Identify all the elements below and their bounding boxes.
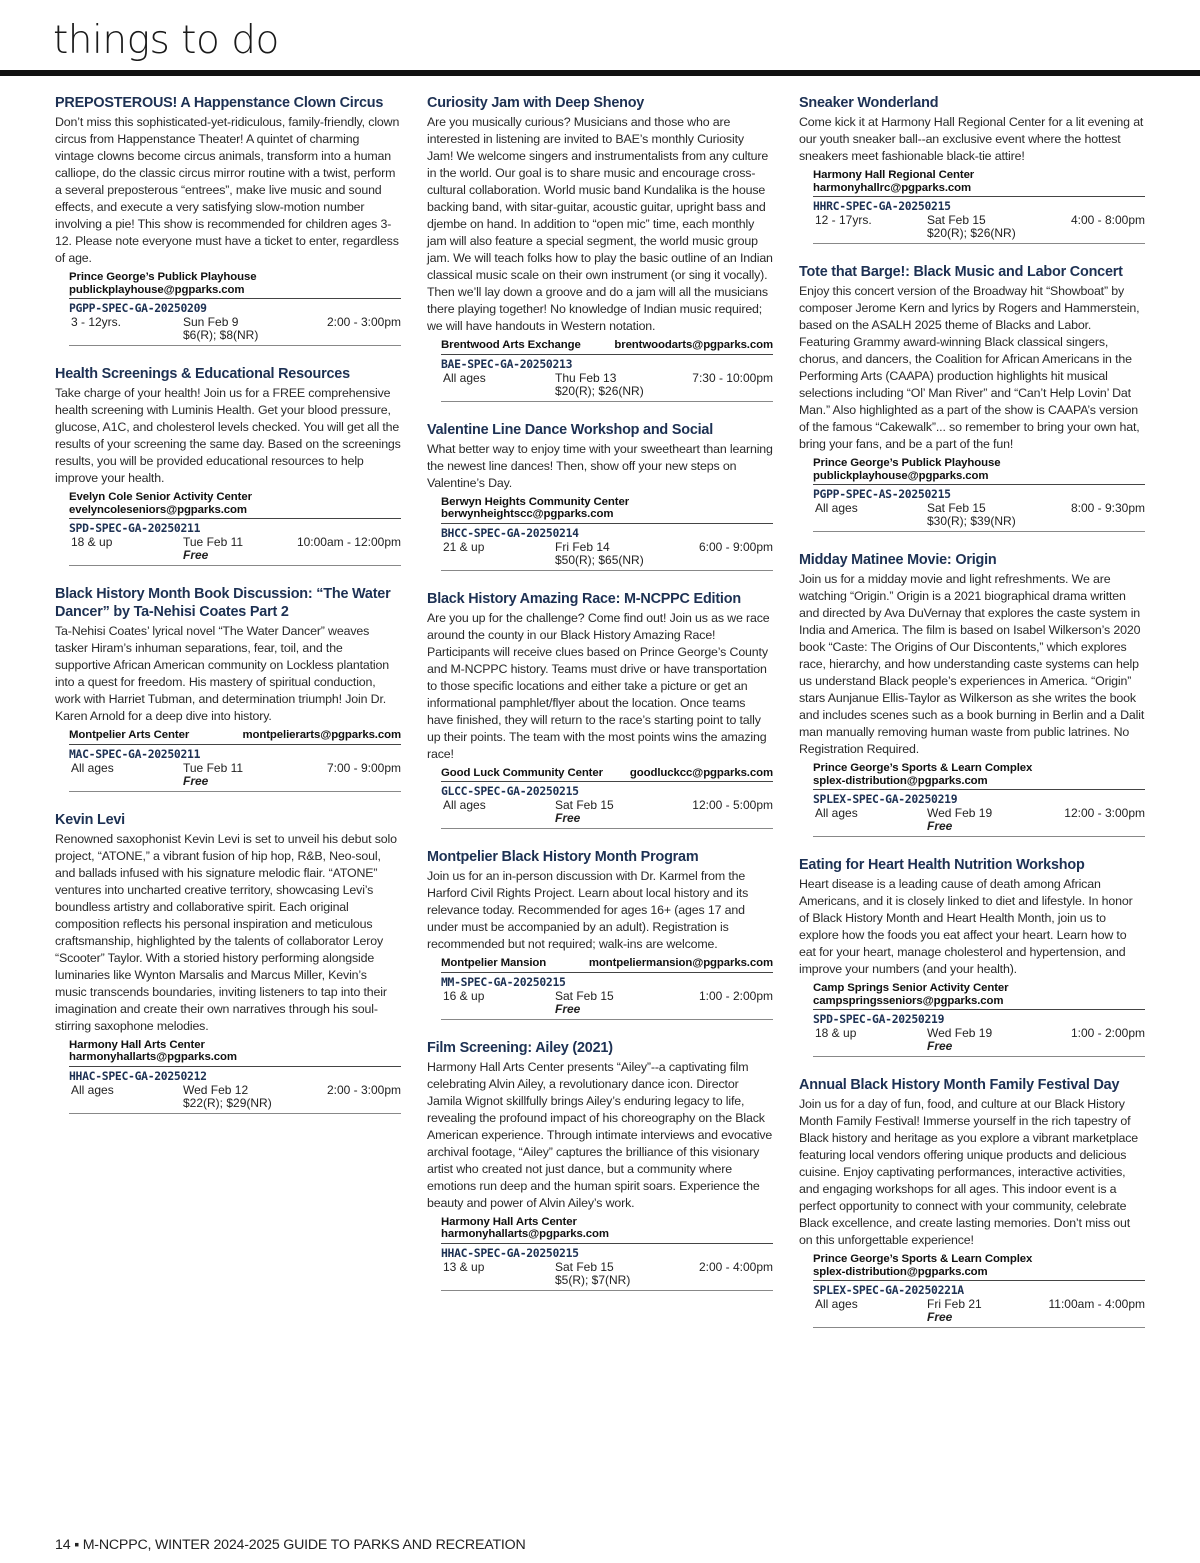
event-card — [799, 263, 1145, 532]
event-description: Join us for a day of fun, food, and culture at our Black History Month Family Festival! Immerse yourself in the rich tapestry of Black history and heritage as you explore a vibrant marketplace featuring local vendors offering unique products and delicious cuisine. Enjoy captivating performances, interactive activities, and engaging workshops for all ages. This indoor event is a perfect opportunity to connect with your community, celebrate Black excellence, and create lasting memories. Don’t miss out on this unforgettable experience! — [799, 1097, 1139, 1247]
event-email[interactable]: publickplayhouse@pgparks.com — [813, 469, 989, 482]
event-location: Brentwood Arts Exchange — [441, 339, 581, 351]
activity-code: MAC-SPEC-GA-20250211 — [69, 746, 201, 761]
event-location: Montpelier Mansion — [441, 957, 547, 969]
event-time: 1:00 - 2:00pm — [1070, 1026, 1145, 1040]
event-card — [427, 1039, 773, 1291]
event-date: Wed Feb 12 — [183, 1082, 249, 1097]
event-date: Fri Feb 21 — [927, 1297, 982, 1311]
event-card — [55, 811, 401, 1114]
event-title: Curiosity Jam with Deep Shenoy — [427, 95, 645, 111]
event-contact — [813, 169, 1145, 194]
event-description: Are you up for the challenge? Come find out! Join us as we race around the county in our Black History Amazing Race! Participants will receive clues based on Prince George’s County and M-NCPPC history. Teams must drive or have transportation to those specific locations and either take a picture or get an informational pamphlet/flyer about the location. Once teams have finished, they will return to the race’s starting point to tally up their points. The team with the most points wins the amazing race! — [427, 610, 770, 761]
info-divider — [441, 523, 773, 524]
event-time: 10:00am - 12:00pm — [296, 535, 401, 549]
column-2 — [427, 94, 773, 1310]
activity-code: BAE-SPEC-GA-20250213 — [441, 356, 573, 371]
event-contact — [441, 767, 773, 780]
event-description: Are you musically curious? Musicians and those who are interested in listening are invited to BAE’s monthly Curiosity Jam! We welcome singers and instrumentalists from any culture in the world. Our goal is to share music and encourage cross-cultural collaboration. World music band Kundalika is the house backing band, with sitar-guitar, acoustic guitar, upright bass and djembe on hand. In addition to “open mic” time, each monthly jam will also feature a special segment, the world music group jam. We will teach folks how to play the basic outline of an Indian classical music scale on their own instrument (or sing it vocally). Then we’ll lay down a groove and do a jam will all the musicians there playing together! No knowledge of Indian music required; we will have handouts in Western notation. — [427, 115, 773, 333]
event-schedule — [69, 315, 401, 329]
event-description: Heart disease is a leading cause of death among African Americans, and it is closely linked to diet and lifestyle. In honor of Black History Month and Heart Health Month, join us to explore how the foods you eat affect your heart. Learn how to eat for your heart, manage cholesterol and hypertension, and improve your numbers (and your health). — [799, 877, 1133, 976]
event-title: Black History Amazing Race: M-NCPPC Edition — [427, 590, 741, 607]
event-info — [441, 339, 773, 402]
event-info — [813, 982, 1145, 1057]
event-time: 2:00 - 3:00pm — [326, 1082, 401, 1097]
activity-code: SPD-SPEC-GA-20250219 — [813, 1012, 945, 1026]
event-schedule — [441, 371, 773, 385]
event-location: Camp Springs Senior Activity Center — [813, 982, 1009, 994]
event-email[interactable]: harmonyhallrc@pgparks.com — [813, 181, 971, 194]
activity-code: SPLEX-SPEC-GA-20250221A — [813, 1283, 964, 1297]
event-card — [427, 421, 773, 571]
event-fee: Free — [183, 548, 209, 562]
event-location: Good Luck Community Center — [441, 766, 603, 779]
info-bottom-divider — [813, 836, 1145, 837]
info-bottom-divider — [441, 401, 773, 402]
event-fee: $6(R); $8(NR) — [183, 328, 259, 342]
event-age: 3 - 12yrs. — [71, 315, 122, 329]
event-age: All ages — [443, 370, 486, 385]
activity-code: PGPP-SPEC-GA-20250209 — [69, 301, 207, 315]
event-schedule — [813, 1297, 1145, 1311]
event-contact — [441, 339, 773, 352]
event-email[interactable]: campspringsseniors@pgparks.com — [813, 994, 1004, 1007]
info-bottom-divider — [69, 1113, 401, 1114]
info-divider — [69, 518, 401, 519]
event-email[interactable]: harmonyhallarts@pgparks.com — [69, 1051, 237, 1063]
event-date: Sat Feb 15 — [555, 988, 614, 1003]
info-bottom-divider — [813, 1327, 1145, 1328]
event-date: Sat Feb 15 — [927, 213, 986, 227]
event-title: Black History Month Book Discussion: “The Water Dancer” by Ta-Nehisi Coates Part 2 — [55, 586, 391, 620]
activity-code: SPD-SPEC-GA-20250211 — [69, 521, 201, 535]
event-fee: Free — [555, 811, 581, 825]
event-age: 16 & up — [443, 988, 485, 1003]
event-contact — [69, 729, 401, 742]
event-card — [427, 590, 773, 830]
column-3 — [799, 94, 1145, 1347]
event-email[interactable]: berwynheightscc@pgparks.com — [441, 508, 614, 520]
event-info — [813, 457, 1145, 532]
page-header — [0, 0, 1200, 78]
event-card — [799, 856, 1145, 1057]
event-description: Join us for a midday movie and light refreshments. We are watching “Origin.” Origin is a 2021 biographical drama written and directed by Ava DuVernay that explores the caste system in India and America. The film is based on Isabel Wilkerson’s 2020 book “Caste: The Origins of Our Discontents,” which explores race, hierarchy, and how understanding caste systems can help us understand Black people’s experiences in America. “Origin” stars Aunjanue Ellis-Taylor as Wilkerson as she writes the book and includes scenes such as a book burning in Berlin and a Dalit man manually removing human waste from public latrines. No Registration Required. — [799, 572, 1145, 756]
event-location: Prince George’s Publick Playhouse — [813, 457, 1001, 469]
event-schedule — [69, 1083, 401, 1097]
event-email[interactable]: splex-distribution@pgparks.com — [813, 774, 988, 787]
event-title: Valentine Line Dance Workshop and Social — [427, 421, 714, 438]
event-time: 7:00 - 9:00pm — [326, 760, 401, 775]
event-info — [441, 957, 773, 1020]
event-info — [69, 1039, 401, 1114]
event-time: 2:00 - 4:00pm — [698, 1259, 773, 1274]
event-info — [69, 729, 401, 792]
event-time: 1:00 - 2:00pm — [698, 988, 773, 1003]
event-time: 4:00 - 8:00pm — [1070, 213, 1145, 227]
info-divider — [441, 972, 773, 973]
event-title: Health Screenings & Educational Resources — [55, 366, 350, 382]
event-email[interactable]: montpeliermansion@pgparks.com — [588, 957, 773, 969]
event-title: Tote that Barge!: Black Music and Labor Concert — [799, 264, 1123, 280]
event-age: 18 & up — [71, 535, 113, 549]
info-bottom-divider — [69, 791, 401, 792]
activity-code: PGPP-SPEC-AS-20250215 — [813, 487, 951, 501]
event-location: Montpelier Arts Center — [69, 729, 190, 741]
event-contact — [441, 496, 773, 521]
event-email[interactable]: brentwoodarts@pgparks.com — [614, 339, 773, 351]
event-card — [55, 94, 401, 346]
event-card — [799, 1076, 1145, 1328]
event-contact — [69, 271, 401, 296]
info-divider — [813, 196, 1145, 197]
info-bottom-divider — [69, 565, 401, 566]
event-location: Evelyn Cole Senior Activity Center — [69, 491, 252, 503]
activity-code: GLCC-SPEC-GA-20250215 — [441, 784, 579, 798]
event-info — [813, 762, 1145, 837]
event-description: Enjoy this concert version of the Broadway hit “Showboat” by composer Jerome Kern and lyrics by Rogers and Hammerstein, based on the ASALH 2025 theme of Blacks and Labor. Featuring Grammy award-winning Black classical singers, chorus, and dancers, the Coalition for African Americans in the Performing Arts (CAAPA) production highlights hit musical selections including “Ol’ Man River” and “Can’t Help Lovin’ Dat Man.” Also highlighted as a part of the show is CAAPA’s version of the famous “Cakewalk”... so remember to bring your own hat, bring your fans, and be a part of the fun! — [799, 284, 1140, 451]
event-fee: Free — [927, 1310, 953, 1324]
info-divider — [69, 744, 401, 745]
event-title: PREPOSTEROUS! A Happenstance Clown Circus — [55, 95, 384, 111]
event-info — [69, 491, 401, 566]
info-bottom-divider — [441, 1290, 773, 1291]
info-divider — [69, 298, 401, 299]
event-age: 13 & up — [443, 1259, 485, 1274]
event-card — [799, 94, 1145, 244]
column-1 — [55, 94, 401, 1133]
event-title: Eating for Heart Health Nutrition Workshop — [799, 857, 1085, 873]
event-time: 7:30 - 10:00pm — [692, 370, 773, 385]
event-fee: $20(R); $26(NR) — [927, 226, 1016, 240]
info-bottom-divider — [69, 345, 401, 346]
event-contact — [813, 982, 1145, 1007]
event-description: Harmony Hall Arts Center presents “Ailey”--a captivating film celebrating Alvin Ailey, a revolutionary dance icon. Director Jamila Wignot skillfully brings Ailey’s enduring legacy to life, revealing the profound impact of his choreography on the Black American experience. Through intimate interviews and evocative archival footage, “Ailey” captures the brilliance of this visionary artist who created not just dance, but a community where emotions run deep and the human spirit soars. Experience the beauty and power of Alvin Ailey’s work. — [427, 1059, 773, 1210]
info-divider — [69, 1066, 401, 1067]
event-age: All ages — [815, 1297, 858, 1311]
event-time: 12:00 - 3:00pm — [1064, 806, 1145, 820]
info-bottom-divider — [813, 1056, 1145, 1057]
event-schedule — [441, 540, 773, 554]
event-schedule — [813, 1026, 1145, 1040]
event-date: Tue Feb 11 — [183, 760, 244, 775]
event-contact — [813, 457, 1145, 482]
activity-code: SPLEX-SPEC-GA-20250219 — [813, 792, 958, 806]
header-rule — [0, 70, 1200, 76]
activity-code: HHAC-SPEC-GA-20250212 — [69, 1068, 207, 1083]
event-age: All ages — [443, 798, 486, 812]
event-description: Join us for an in-person discussion with Dr. Karmel from the Harford Civil Rights Project. Learn about local history and its relevance today. Recommended for ages 16+ (ages 17 and under must be accompanied by an adult). Registration is recommended but not required; walk-ins are welcome. — [427, 869, 749, 951]
info-divider — [813, 1009, 1145, 1010]
event-contact — [813, 1253, 1145, 1278]
activity-code: MM-SPEC-GA-20250215 — [441, 974, 566, 989]
event-description: Come kick it at Harmony Hall Regional Center for a lit evening at our youth sneaker ball--an exclusive event where the hottest sneakers meet fashionable black-tie attire! — [799, 115, 1144, 163]
event-title: Sneaker Wonderland — [799, 95, 939, 111]
info-bottom-divider — [813, 531, 1145, 532]
event-contact — [813, 762, 1145, 787]
event-location: Berwyn Heights Community Center — [441, 495, 630, 508]
event-fee: Free — [183, 773, 209, 788]
event-date: Sat Feb 15 — [555, 1259, 614, 1274]
event-description: Renowned saxophonist Kevin Levi is set to unveil his debut solo project, “ATONE,” a vibrant fusion of hip hop, R&B, Neo-soul, and ballads infused with his signature melodic flair. “ATONE” ventures into uncharted creative territory, showcasing Levi’s boundless artistry and collaborative spirit. Each original composition reflects his personal inspiration and meticulous craftsmanship, highlighted by the talents of collaborator Leroy “Scooter” Taylor. With a storied history performing alongside luminaries like Wynton Marsalis and Marcus Miller, Kevin’s music transcends boundaries, inviting listeners to tap into their imagination and create their own narratives through his soul-stirring saxophone melodies. — [55, 831, 397, 1033]
event-info — [69, 271, 401, 346]
page-title: things to do — [53, 18, 279, 63]
event-schedule — [69, 535, 401, 549]
event-info — [441, 496, 773, 571]
event-time: 6:00 - 9:00pm — [698, 539, 773, 554]
event-age: 18 & up — [815, 1026, 857, 1040]
event-date: Wed Feb 19 — [927, 806, 993, 820]
event-date: Thu Feb 13 — [555, 370, 617, 385]
activity-code: HHAC-SPEC-GA-20250215 — [441, 1245, 579, 1260]
page-footer: 14 ▪ M-NCPPC, WINTER 2024-2025 GUIDE TO PARKS AND RECREATION — [55, 1537, 526, 1553]
event-age: All ages — [71, 760, 114, 775]
event-age: 12 - 17yrs. — [815, 213, 872, 227]
event-title: Midday Matinee Movie: Origin — [799, 552, 997, 568]
info-divider — [441, 1243, 773, 1244]
event-location: Prince George’s Publick Playhouse — [69, 271, 257, 283]
event-title: Montpelier Black History Month Program — [427, 849, 699, 865]
event-email[interactable]: publickplayhouse@pgparks.com — [69, 283, 245, 296]
event-card — [799, 551, 1145, 837]
event-location: Prince George’s Sports & Learn Complex — [813, 1253, 1033, 1265]
event-schedule — [813, 213, 1145, 227]
event-fee: $5(R); $7(NR) — [555, 1272, 631, 1287]
event-schedule — [813, 501, 1145, 515]
event-schedule — [813, 806, 1145, 820]
event-age: All ages — [815, 806, 858, 820]
event-email[interactable]: splex-distribution@pgparks.com — [813, 1265, 988, 1278]
event-email[interactable]: harmonyhallarts@pgparks.com — [441, 1228, 609, 1240]
event-date: Wed Feb 19 — [927, 1026, 993, 1040]
event-description: Ta-Nehisi Coates’ lyrical novel “The Water Dancer” weaves tasker Hiram’s inhuman separations, fear, toil, and the supportive African American community on Lockless plantation into a quest for freedom. His mastery of spiritual conduction, work with Harriet Tubman, and determination triumph! Join Dr. Karen Arnold for a deep dive into history. — [55, 624, 389, 723]
event-fee: Free — [927, 819, 953, 833]
event-date: Tue Feb 11 — [183, 535, 244, 549]
event-schedule — [441, 798, 773, 812]
event-schedule — [69, 761, 401, 775]
event-description: Don’t miss this sophisticated-yet-ridiculous, family-friendly, clown circus from Happenstance Theater! A quintet of charming vintage clowns become circus animals, transform into a human calliope, do the classic circus mirror routine with a twist, perform a several preposterous “entrees”, make live music and sound effects, and execute a very satisfying slow-motion number involving a pie! This show is recommended for children ages 3-12. Please note everyone must have a ticket to enter, regardless of age. — [55, 115, 400, 265]
event-contact — [69, 491, 401, 516]
info-bottom-divider — [813, 243, 1145, 244]
event-title: Kevin Levi — [55, 811, 125, 828]
event-contact — [441, 1216, 773, 1241]
event-fee: Free — [927, 1039, 953, 1053]
event-location: Harmony Hall Arts Center — [69, 1038, 205, 1051]
event-age: All ages — [815, 501, 858, 515]
event-description: Take charge of your health! Join us for a FREE comprehensive health screening with Luminis Health. Get your blood pressure, glucose, A1C, and cholesterol levels checked. You will get all the results of your screening the same day. Based on the screenings results, you will be provided educational resources to help improve your health. — [55, 386, 401, 485]
event-date: Fri Feb 14 — [555, 539, 610, 554]
info-bottom-divider — [441, 570, 773, 571]
event-info — [813, 1253, 1145, 1328]
info-divider — [813, 484, 1145, 485]
event-schedule — [441, 1260, 773, 1274]
event-card — [55, 585, 401, 792]
event-time: 2:00 - 3:00pm — [326, 315, 401, 329]
event-fee: Free — [555, 1001, 581, 1016]
event-date: Sat Feb 15 — [555, 798, 614, 812]
info-bottom-divider — [441, 828, 773, 829]
event-location: Harmony Hall Arts Center — [441, 1215, 577, 1228]
event-email[interactable]: evelyncoleseniors@pgparks.com — [69, 503, 247, 516]
event-location: Prince George’s Sports & Learn Complex — [813, 762, 1033, 774]
info-divider — [441, 781, 773, 782]
info-bottom-divider — [441, 1019, 773, 1020]
info-divider — [813, 789, 1145, 790]
event-fee: $50(R); $65(NR) — [555, 552, 644, 567]
event-description: What better way to enjoy time with your sweetheart than learning the newest line dances! Then, show off your new steps on Valentine’s Day. — [427, 441, 773, 490]
event-email[interactable]: montpelierarts@pgparks.com — [242, 729, 401, 741]
event-card — [427, 848, 773, 1020]
event-time: 8:00 - 9:30pm — [1070, 501, 1145, 515]
event-age: 21 & up — [443, 539, 485, 554]
event-card — [55, 365, 401, 566]
event-schedule — [441, 989, 773, 1003]
event-date: Sat Feb 15 — [927, 501, 986, 515]
event-contact — [69, 1039, 401, 1064]
event-age: All ages — [71, 1082, 114, 1097]
event-email[interactable]: goodluckcc@pgparks.com — [629, 766, 773, 779]
event-contact — [441, 957, 773, 970]
event-info — [441, 1216, 773, 1291]
event-title: Film Screening: Ailey (2021) — [427, 1039, 613, 1056]
activity-code: BHCC-SPEC-GA-20250214 — [441, 525, 579, 540]
event-title: Annual Black History Month Family Festival Day — [799, 1077, 1120, 1093]
event-fee: $22(R); $29(NR) — [183, 1095, 272, 1110]
event-date: Sun Feb 9 — [183, 315, 239, 329]
event-info — [441, 767, 773, 830]
event-fee: $30(R); $39(NR) — [927, 514, 1016, 528]
event-card — [427, 94, 773, 402]
info-divider — [441, 354, 773, 355]
event-info — [813, 169, 1145, 244]
event-location: Harmony Hall Regional Center — [813, 169, 975, 181]
info-divider — [813, 1280, 1145, 1281]
activity-code: HHRC-SPEC-GA-20250215 — [813, 199, 951, 213]
event-time: 12:00 - 5:00pm — [692, 798, 773, 812]
event-fee: $20(R); $26(NR) — [555, 383, 644, 398]
event-time: 11:00am - 4:00pm — [1048, 1297, 1145, 1311]
